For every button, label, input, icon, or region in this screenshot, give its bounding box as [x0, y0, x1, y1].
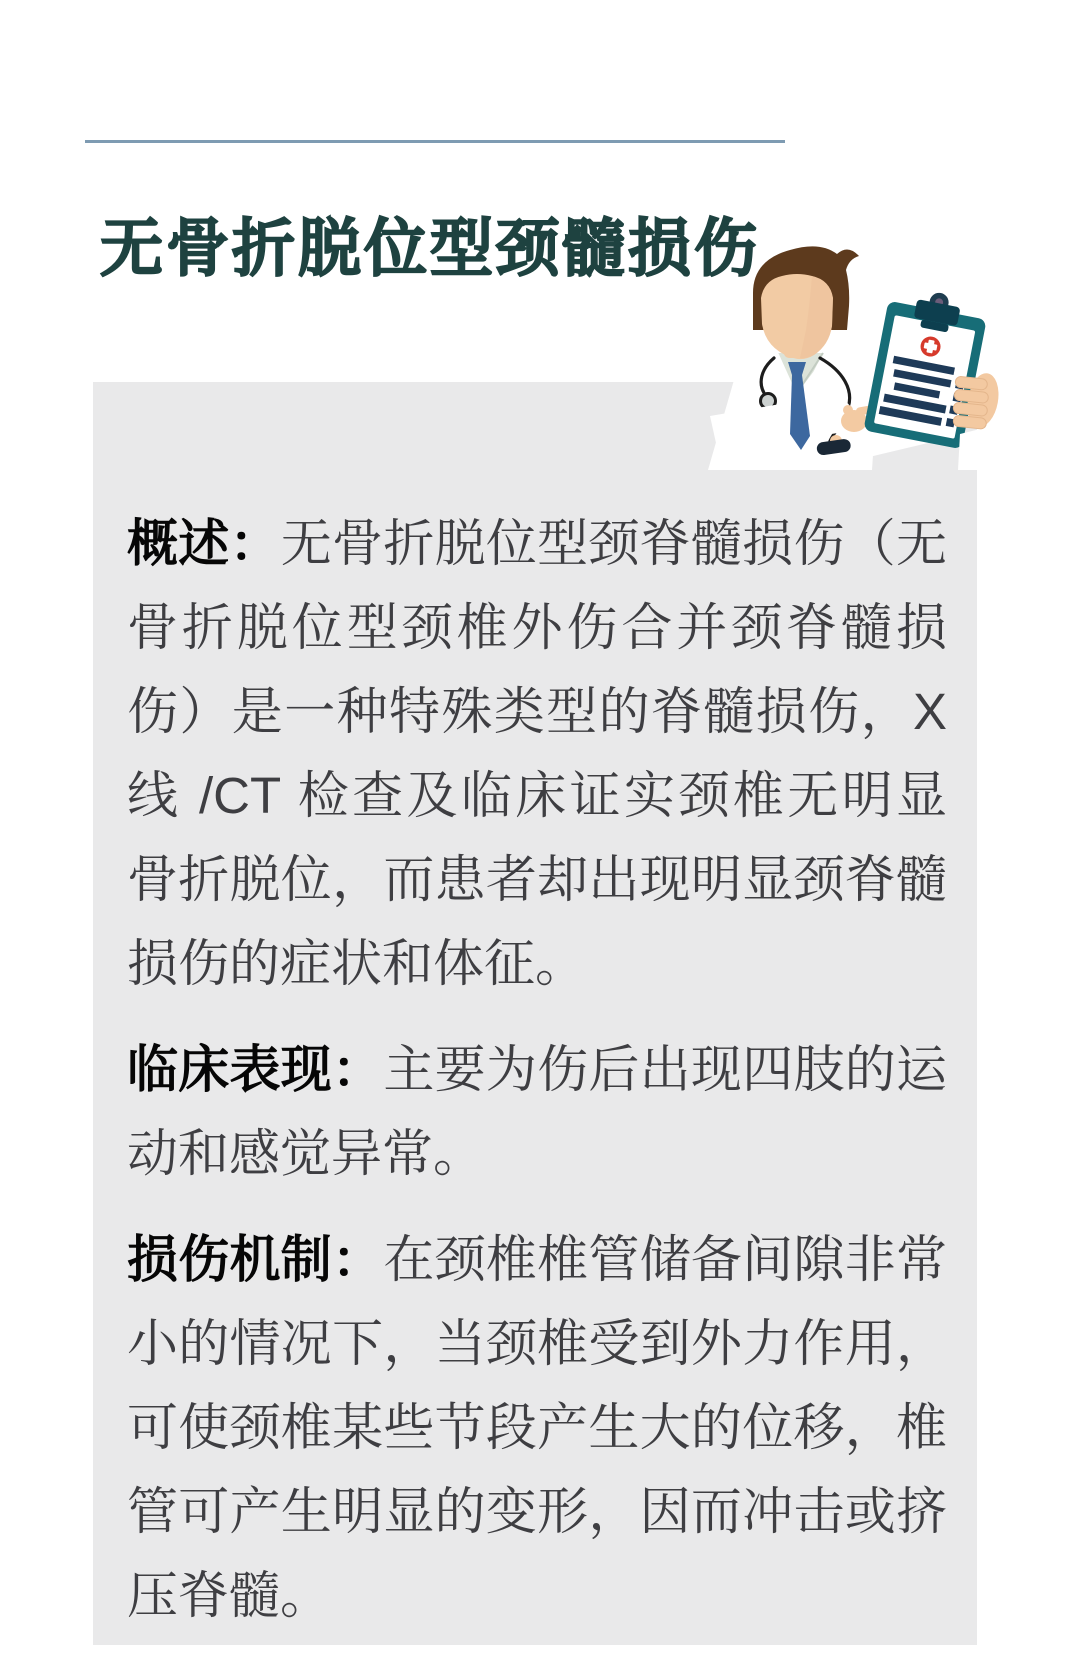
- paragraph-overview: [127, 502, 947, 1006]
- paragraph-mechanism: [127, 1218, 947, 1638]
- paragraph-label: 损伤机制：: [127, 1231, 384, 1288]
- article-body: [127, 502, 947, 1660]
- page-title: 无骨折脱位型颈髓损伤: [100, 214, 760, 285]
- doctor-illustration: [660, 238, 1000, 470]
- paragraph-text: 无骨折脱位型颈脊髓损伤（无骨折脱位型颈椎外伤合并颈脊髓损伤）是一种特殊类型的脊髓损伤，X 线 /CT 检查及临床证实颈椎无明显骨折脱位，而患者却出现明显颈脊髓损伤的症状和体征。: [127, 515, 947, 992]
- title-accent-rule: [85, 140, 785, 143]
- paragraph-text: 主要为伤后出现四肢的运动和感觉异常。: [127, 1041, 947, 1182]
- paragraph-label: 概述：: [127, 515, 281, 572]
- paragraph-clinical: [127, 1028, 947, 1196]
- paragraph-text: 在颈椎椎管储备间隙非常小的情况下，当颈椎受到外力作用，可使颈椎某些节段产生大的位移，椎管可产生明显的变形，因而冲击或挤压脊髓。: [127, 1231, 947, 1624]
- paragraph-label: 临床表现：: [127, 1041, 384, 1098]
- pointing-hand-thumb: [843, 405, 853, 415]
